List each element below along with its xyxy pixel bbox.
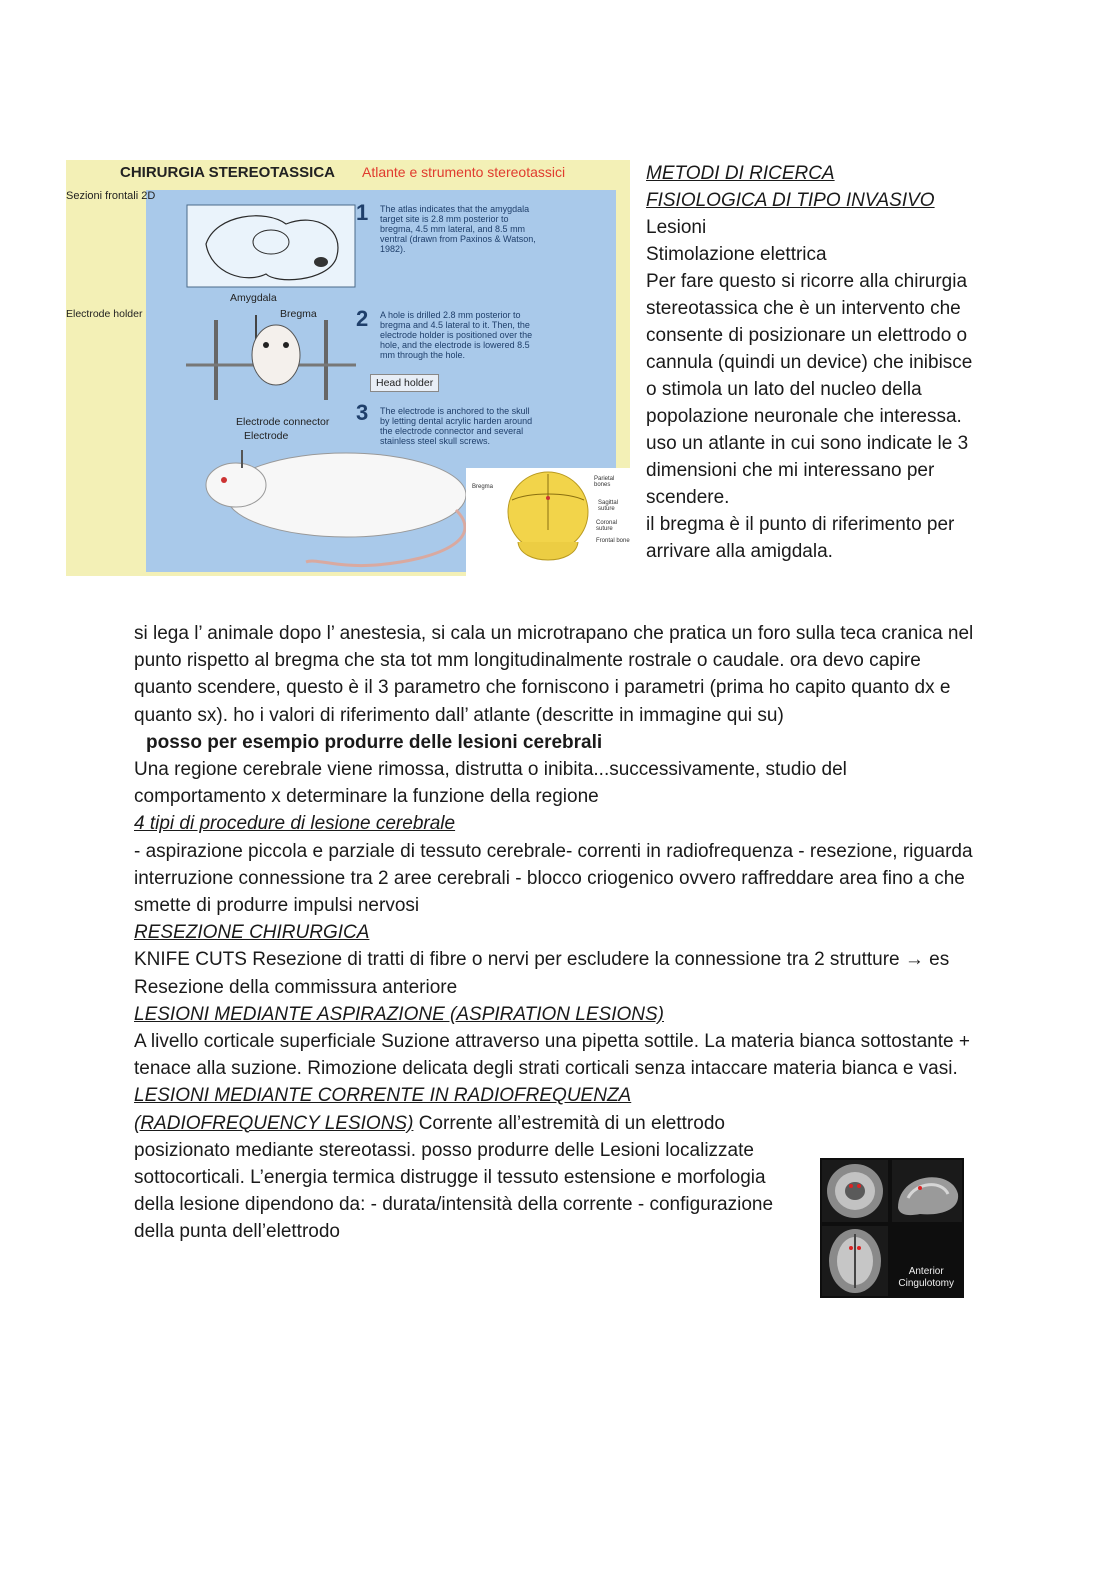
skull-drawing <box>500 470 596 574</box>
heading-radiofrequency-lesions: (RADIOFREQUENCY LESIONS) <box>134 1112 414 1134</box>
body-text <box>134 620 980 1246</box>
body-paragraph-5: A livello corticale superficiale Suzione attraverso una pipetta sottile. La materia bianca sottostante + tenace alla suzione. Rimozione delicata degli strati corticali senza intaccare materia bianca e vasi. <box>134 1031 970 1080</box>
line-lesioni: Lesioni <box>646 217 707 238</box>
step-3-text: The electrode is anchored to the skull by letting dental acrylic harden around the electrode connector and several stainless steel skull screws. <box>380 406 533 446</box>
step-3-number: 3 <box>356 400 369 425</box>
atlas-section-drawing <box>186 204 356 288</box>
body-paragraph-2: Una regione cerebrale viene rimossa, distrutta o inibita...successivamente, studio del comportamento x determinare la funzione della regione <box>134 759 847 808</box>
bregma-label: Bregma <box>280 308 317 320</box>
heading-resezione: RESEZIONE CHIRURGICA <box>134 922 370 944</box>
stereotaxic-figure <box>66 160 630 576</box>
right-paragraph: Per fare questo si ricorre alla chirurgia stereotassica che è un intervento che consente di posizionare un elettrodo o cannula (quindi un device) che inibisce o stimola un lato del nucleo della popolazione neuronale che interessa. uso un atlante in cui sono indicate le 3 dimensioni che mi interessano per scendere. <box>646 271 973 508</box>
right-column <box>646 160 986 565</box>
skull-sagittal-label: Sagittal suture <box>598 500 619 512</box>
right-paragraph-bregma: il bregma è il punto di riferimento per arrivare alla amigdala. <box>646 514 955 562</box>
step-2-number: 2 <box>356 306 369 331</box>
heading-fisiologica: FISIOLOGICA DI TIPO INVASIVO <box>646 190 935 211</box>
electrode-connector-label: Electrode connector <box>236 416 330 428</box>
skull-bregma-label: Bregma <box>472 484 494 490</box>
heading-metodi: METODI DI RICERCA <box>646 163 835 184</box>
skull-inset <box>466 468 630 576</box>
electrode-holder-label: Electrode holder <box>66 308 143 320</box>
line-stimolazione: Stimolazione elettrica <box>646 244 827 265</box>
body-paragraph-1: si lega l’ animale dopo l’ anestesia, si cala un microtrapano che pratica un foro sulla teca cranica nel punto rispetto al bregma che sta tot mm longitudinalmente rostrale o caudale. ora devo capire quanto scendere, questo è il 3 parametro che forniscono i parametri (prima ho capito quanto dx e quanto sx). ho i valori di riferimento dall’ atlante (descritte in immagine qui su) <box>134 623 974 726</box>
mri-caption <box>898 1266 954 1290</box>
step-1-number: 1 <box>356 200 369 225</box>
amygdala-label: Amygdala <box>230 292 277 304</box>
body-paragraph-6: Corrente all’estremità di un elettrodo posizionato mediante stereotassi. posso produrre delle Lesioni localizzate sottocorticali. L’energia termica distrugge il tessuto estensione e morfologia della lesione dipendono da: - durata/intensità della corrente - configurazione della punta dell’elettrodo <box>134 1112 774 1243</box>
mri-caption-line2: Cingulotomy <box>898 1278 954 1289</box>
body-paragraph-4: KNIFE CUTS Resezione di tratti di fibre o nervi per escludere la connessione tra 2 strutture → es Resezione della commissura anteriore <box>134 949 950 998</box>
skull-frontal-label: Frontal bone <box>596 538 630 544</box>
mri-image <box>820 1158 964 1298</box>
heading-aspirazione: LESIONI MEDIANTE ASPIRAZIONE (ASPIRATION LESIONS) <box>134 1003 664 1025</box>
body-paragraph-3: - aspirazione piccola e parziale di tessuto cerebrale- correnti in radiofrequenza - resezione, riguarda interruzione connessione tra 2 aree cerebrali - blocco criogenico ovvero raffreddare area fino a che smette di produrre impulsi nervosi <box>134 840 973 917</box>
rat-illustration <box>196 440 496 576</box>
heading-radiofrequenza: LESIONI MEDIANTE CORRENTE IN RADIOFREQUENZA <box>134 1085 632 1107</box>
figure-subtitle: Atlante e strumento stereotassici <box>362 164 566 180</box>
mri-caption-line1: Anterior <box>908 1266 944 1277</box>
figure-left-label: Sezioni frontali 2D <box>66 190 156 202</box>
bold-line: posso per esempio produrre delle lesioni cerebrali <box>146 731 603 753</box>
radiofrequency-paragraph <box>134 1110 804 1246</box>
step-1-text: The atlas indicates that the amygdala target site is 2.8 mm posterior to bregma, 4.5 mm lateral, and 8.5 mm ventral (drawn from Paxinos & Watson, 1982). <box>380 204 536 254</box>
electrode-label: Electrode <box>244 430 289 442</box>
skull-parietal-label: Parietal bones <box>594 476 615 488</box>
head-holder-label: Head holder <box>370 374 439 392</box>
step-2-text: A hole is drilled 2.8 mm posterior to bregma and 4.5 lateral to it. Then, the electrode holder is positioned over the hole, and the electrode is lowered 8.5 mm through the hole. <box>380 310 533 360</box>
figure-title: CHIRURGIA STEREOTASSICA <box>120 164 336 181</box>
skull-coronal-label: Coronal suture <box>596 520 618 532</box>
stereotaxic-frame-drawing <box>176 315 366 405</box>
heading-tipi: 4 tipi di procedure di lesione cerebrale <box>134 813 456 835</box>
